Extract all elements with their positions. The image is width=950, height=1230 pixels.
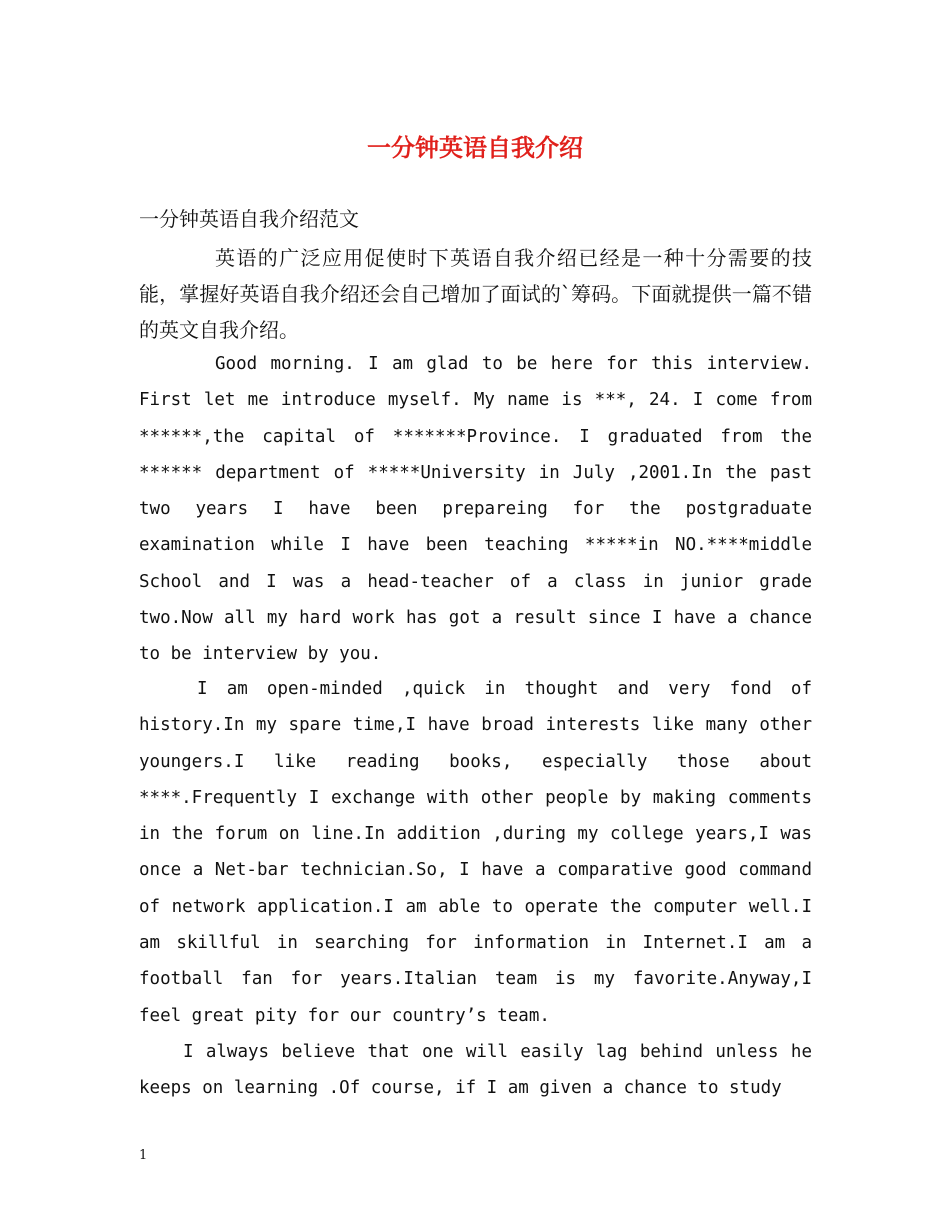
- body-paragraph-3: I always believe that one will easily lag behind unless he keeps on learning .Of course, if I am given a chance to study: [139, 1042, 812, 1099]
- page-number: 1: [139, 1148, 148, 1163]
- document-subtitle: 一分钟英语自我介绍范文: [139, 207, 359, 231]
- document-title: 一分钟英语自我介绍: [367, 133, 583, 162]
- body-paragraph-2: I am open-minded ,quick in thought and very fond of history.In my spare time,I have broad interests like many other youngers.I like reading books, especially those about ****.Frequently I exchange with other people by making comments in the forum on line.In addition ,during my college years,I was once a Net-bar technician.So, I have a comparative good command of network application.I am able to operate the computer well.I am skillful in searching for information in Internet.I am a football fan for years.Italian team is my favorite.Anyway,I feel great pity for our country’s team.: [139, 679, 812, 1026]
- body-paragraph-1: Good morning. I am glad to be here for this interview. First let me introduce myself. My name is ***, 24. I come from ******,the capital of *******Province. I graduated from the ****** department of *****University in July ,2001.In the past two years I have been prepareing for the postgraduate examination while I have been teaching *****in NO.****middle School and I was a head-teacher of a class in junior grade two.Now all my hard work has got a result since I have a chance to be interview by you.: [139, 354, 812, 665]
- intro-paragraph: 英语的广泛应用促使时下英语自我介绍已经是一种十分需要的技能，掌握好英语自我介绍还会自己增加了面试的`筹码。下面就提供一篇不错的英文自我介绍。: [139, 246, 812, 342]
